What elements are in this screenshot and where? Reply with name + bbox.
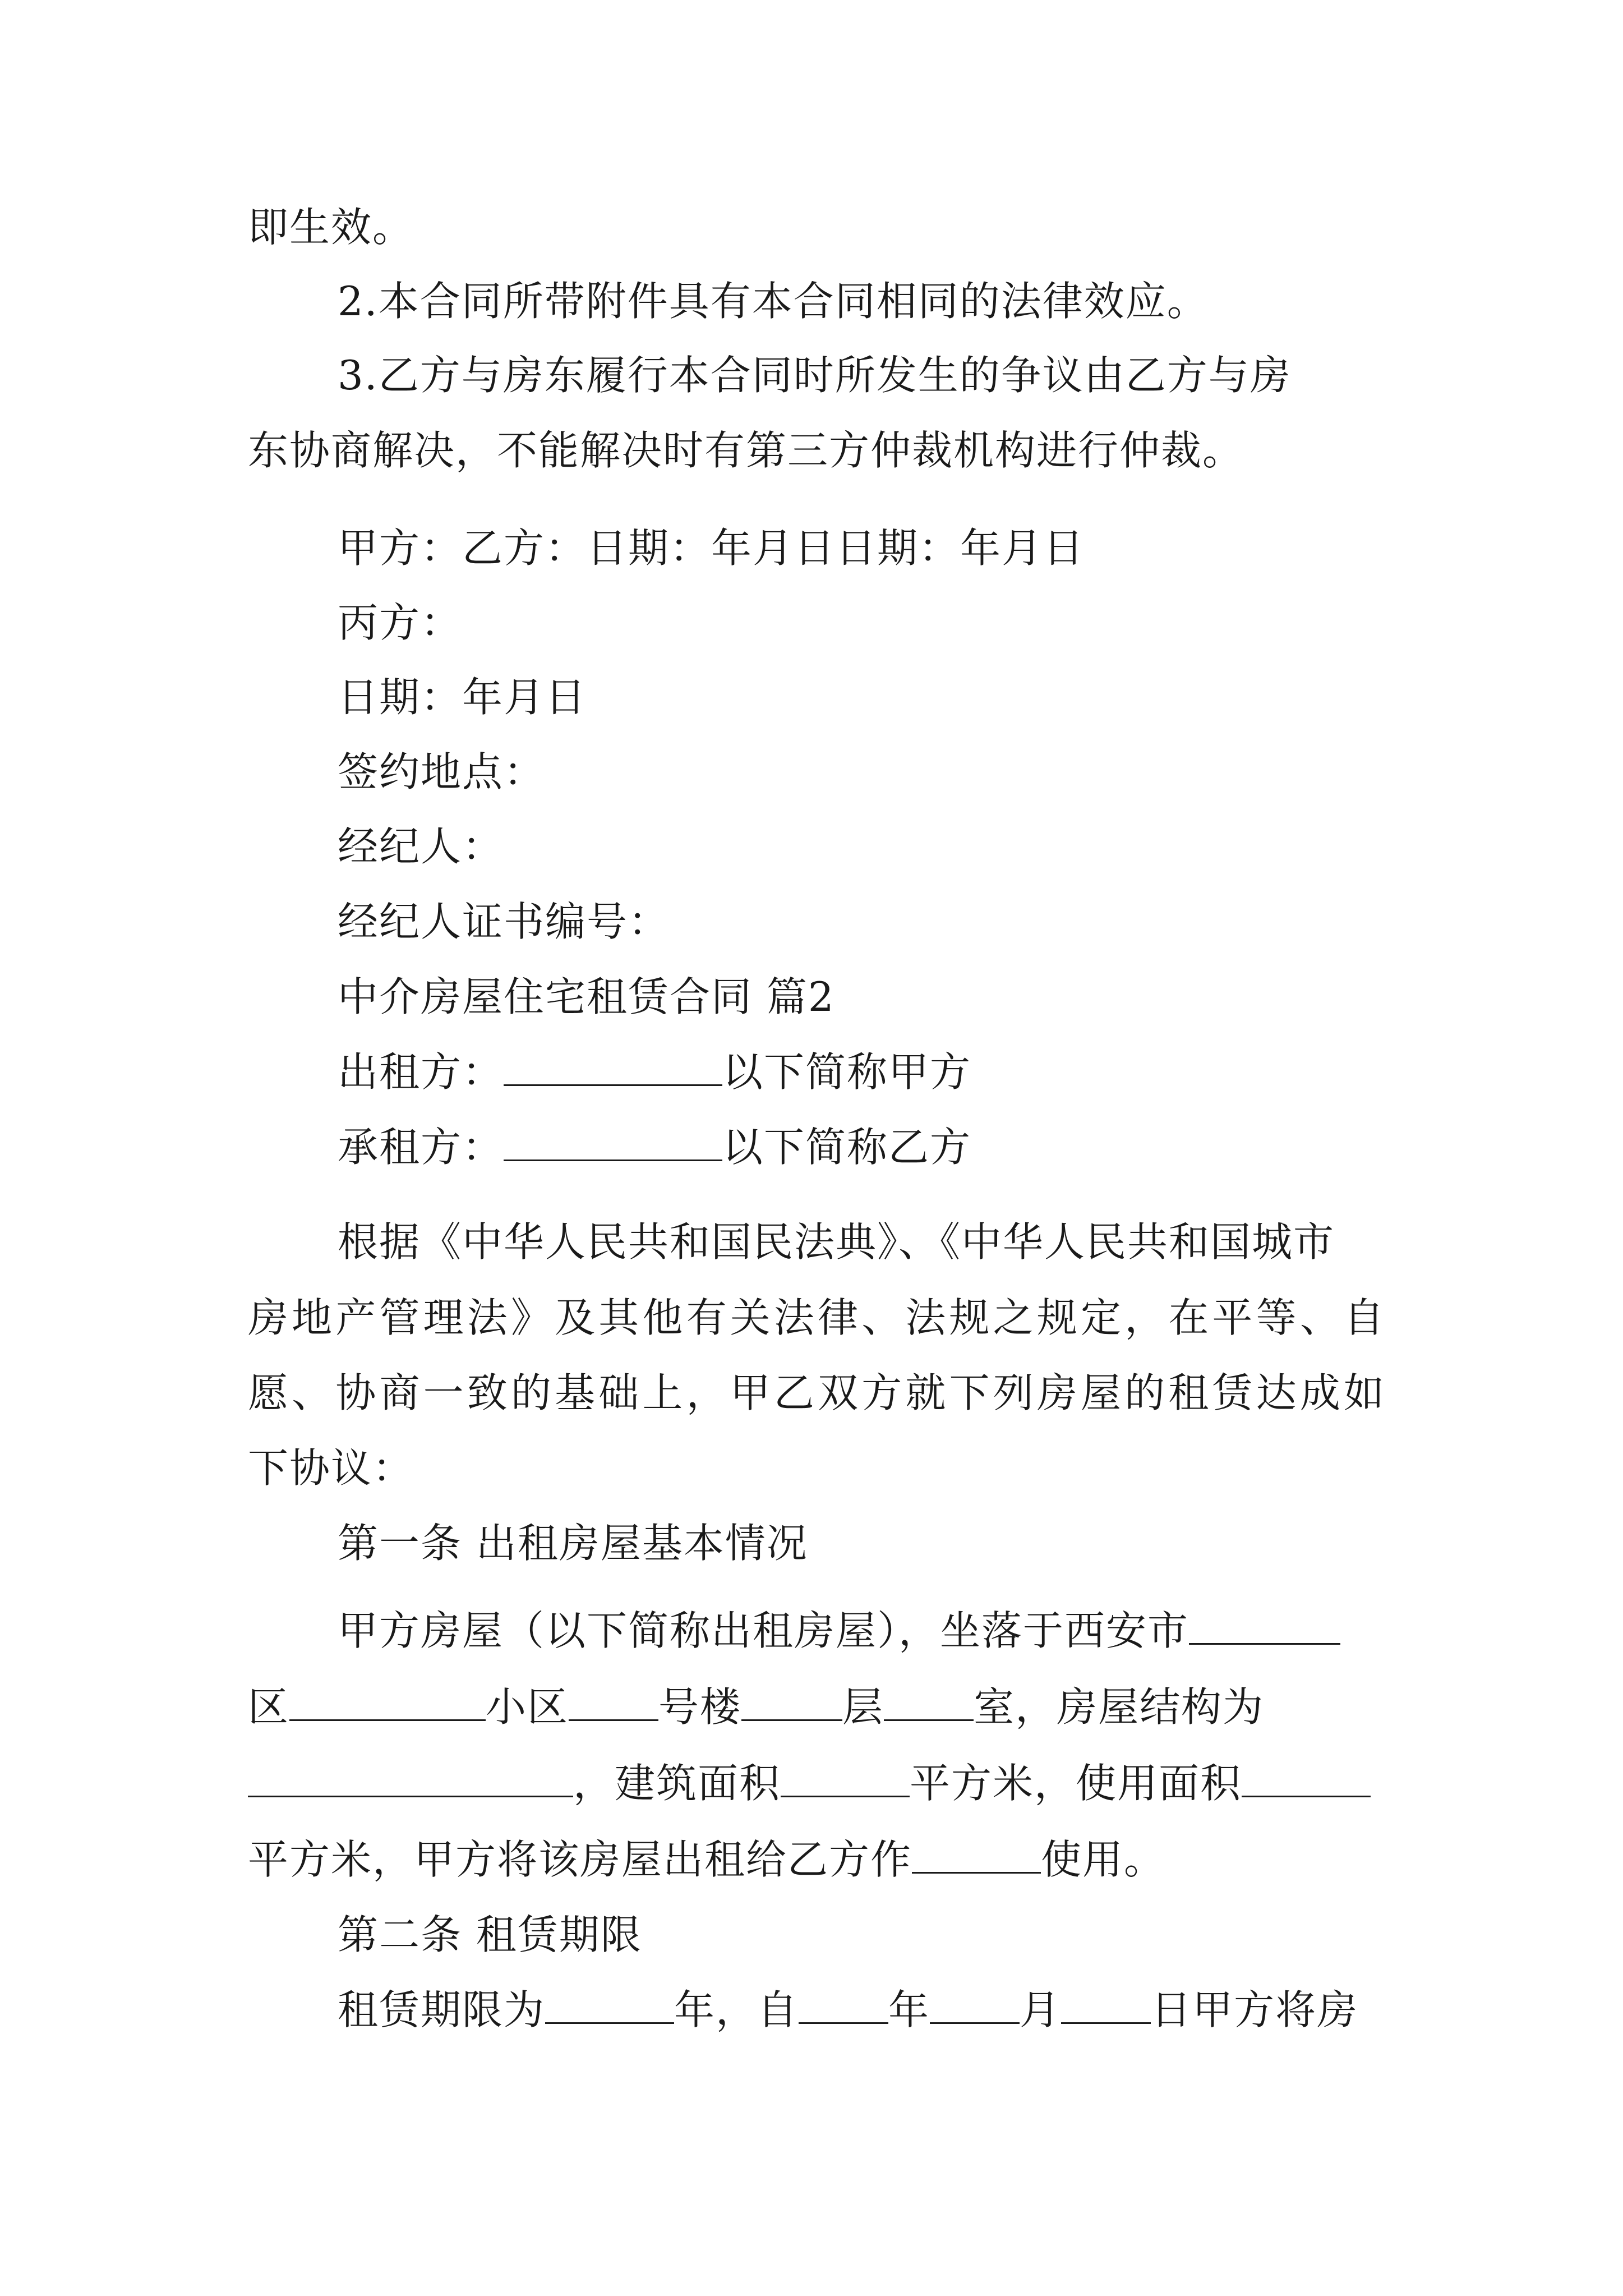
- text-line: [248, 1281, 1385, 1354]
- preamble-part-4: 下协议：: [248, 1444, 414, 1492]
- text-line: [338, 885, 670, 958]
- usage-blank: [912, 1832, 1041, 1874]
- structure-blank: [248, 1755, 573, 1797]
- text-line: [248, 1823, 1165, 1896]
- start-day-blank: [1061, 1982, 1151, 2024]
- text-line: [338, 339, 1292, 412]
- floor-blank: [884, 1679, 974, 1721]
- floor-area-blank: [781, 1755, 910, 1797]
- text-line: [338, 265, 1209, 338]
- start-month-blank: [930, 1982, 1020, 2024]
- article-2-title: 第二条 租赁期限: [338, 1911, 642, 1958]
- text-line: [338, 735, 545, 808]
- article-1-text: 甲方房屋（以下简称出租房屋），坐落于西安市: [338, 1607, 1189, 1654]
- day-label: 日甲方将房: [1151, 1986, 1359, 2033]
- text-line: [338, 1594, 1340, 1667]
- usable-area-label: 平方米，使用面积: [910, 1760, 1242, 1807]
- district-blank: [289, 1679, 486, 1721]
- lessor-blank: [504, 1044, 722, 1086]
- text-line: [338, 810, 504, 883]
- text-line: [338, 1898, 642, 1971]
- clause-3-part-1: 3.乙方与房东履行本合同时所发生的争议由乙方与房: [338, 352, 1292, 399]
- month-label: 月: [1020, 1986, 1062, 2033]
- text-line: [338, 1036, 971, 1108]
- text-line: [338, 1973, 1358, 2046]
- clause-2: 2.本合同所带附件具有本合同相同的法律效应。: [338, 278, 1209, 325]
- from-label: 年，自: [674, 1986, 799, 2033]
- text-line: [338, 1111, 971, 1184]
- usage-text: 平方米，甲方将该房屋出租给乙方作: [248, 1836, 912, 1883]
- text-line: [338, 1507, 808, 1580]
- signing-location-label: 签约地点：: [338, 748, 546, 795]
- text-line: [248, 1432, 414, 1504]
- community-label: 小区: [486, 1683, 569, 1731]
- start-year-blank: [799, 1982, 888, 2024]
- article-1-title: 第一条 出租房屋基本情况: [338, 1520, 808, 1567]
- text-line: [248, 1671, 1264, 1743]
- year-label: 年: [888, 1986, 930, 2033]
- signature-parties-line: 甲方：乙方：日期：年月日日期：年月日: [338, 524, 1085, 572]
- text-line: [338, 960, 835, 1033]
- text-line: [338, 586, 462, 659]
- text-line: [338, 1205, 1335, 1278]
- clause-3-part-2: 东协商解决，不能解决时有第三方仲裁机构进行仲裁。: [248, 427, 1244, 474]
- preamble-part-2: 房地产管理法》及其他有关法律、法规之规定，在平等、自: [248, 1294, 1385, 1341]
- preamble-part-3: 愿、协商一致的基础上，甲乙双方就下列房屋的租赁达成如: [248, 1369, 1385, 1416]
- building-blank: [741, 1679, 842, 1721]
- term-label: 租赁期限为: [338, 1986, 546, 2033]
- text-line: [248, 1747, 1371, 1820]
- text-line: [248, 191, 414, 264]
- date-label: 日期：年月日: [338, 674, 587, 721]
- text-segment: 即生效。: [248, 204, 414, 251]
- lessor-suffix: 以下简称甲方: [722, 1048, 972, 1096]
- lessor-label: 出租方：: [338, 1048, 504, 1096]
- lessee-blank: [504, 1119, 722, 1161]
- structure-label: 室，房屋结构为: [974, 1683, 1265, 1731]
- community-blank: [569, 1679, 658, 1721]
- district-label: 区: [248, 1683, 290, 1731]
- agent-certificate-label: 经纪人证书编号：: [338, 898, 670, 945]
- usage-suffix: 使用。: [1041, 1836, 1166, 1883]
- floor-label: 层: [842, 1683, 884, 1731]
- city-blank: [1189, 1603, 1340, 1645]
- floor-area-label: ，建筑面积: [573, 1760, 781, 1807]
- text-line: [248, 414, 1244, 487]
- text-line: [248, 1356, 1385, 1429]
- text-line: [338, 512, 1085, 585]
- text-line: [338, 661, 587, 734]
- building-label: 号楼: [658, 1683, 742, 1731]
- section-title: 中介房屋住宅租赁合同 篇2: [338, 973, 835, 1020]
- lessee-label: 承租方：: [338, 1124, 504, 1171]
- usable-area-blank: [1242, 1755, 1371, 1797]
- term-years-blank: [545, 1982, 674, 2024]
- lessee-suffix: 以下简称乙方: [722, 1124, 972, 1171]
- agent-label: 经纪人：: [338, 823, 504, 870]
- preamble-part-1: 根据《中华人民共和国民法典》、《中华人民共和国城市: [338, 1218, 1335, 1266]
- party-c-label: 丙方：: [338, 599, 463, 646]
